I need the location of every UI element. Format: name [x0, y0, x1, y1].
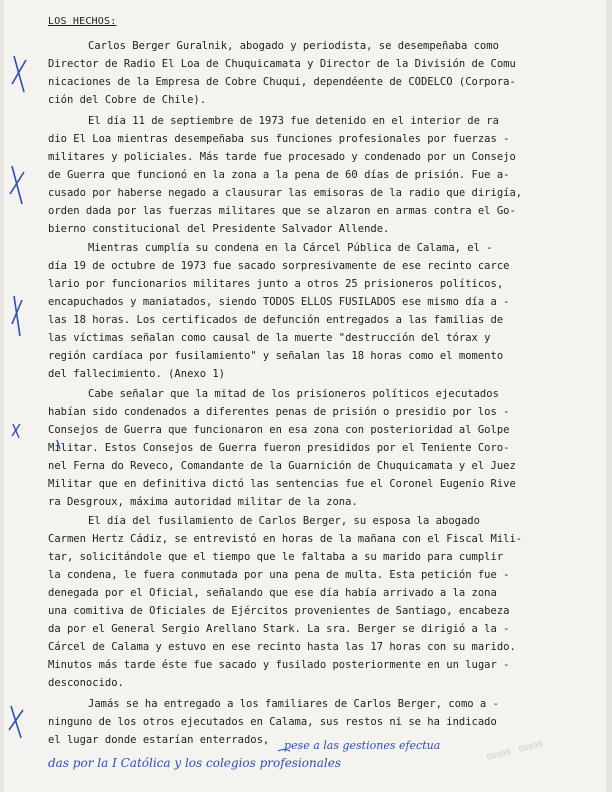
text-line: del fallecimiento. (Anexo 1) — [48, 368, 226, 380]
check-mark-icon — [10, 166, 24, 204]
text-line: Militar. Estos Consejos de Guerra fueron presididos por el Teniente Coro- — [48, 442, 510, 454]
check-mark-icon — [12, 56, 26, 92]
text-line: nicaciones de la Empresa de Cobre Chuqui, dependéente de CODELCO (Corpora- — [48, 76, 516, 88]
text-line: día 19 de octubre de 1973 fue sacado sorpresivamente de ese recinto carce — [48, 260, 510, 272]
margin-annotations — [0, 0, 60, 792]
check-mark-icon — [9, 706, 23, 738]
text-line: El día 11 de septiembre de 1973 fue detenido en el interior de ra — [88, 115, 499, 127]
text-line: ninguno de los otros ejecutados en Calama, sus restos ni se ha indicado — [48, 716, 497, 728]
text-line: Mientras cumplía su condena en la Cárcel Pública de Calama, el - — [88, 242, 493, 254]
text-line: nel Ferna do Reveco, Comandante de la Guarnición de Chuquicamata y el Juez — [48, 460, 516, 472]
text-line: Carlos Berger Guralnik, abogado y periodista, se desempeñaba como — [88, 40, 499, 52]
check-mark-icon — [12, 424, 20, 438]
text-line: El día del fusilamiento de Carlos Berger, su esposa la abogado — [88, 515, 480, 527]
text-line: dio El Loa mientras desempeñaba sus funciones profesionales por fuerzas - — [48, 133, 510, 145]
text-line: las víctimas señalan como causal de la muerte "destrucción del tórax y — [48, 332, 491, 344]
text-line: bierno constitucional del Presidente Salvador Allende. — [48, 223, 390, 235]
handwritten-note-line: pese a las gestiones efectua — [284, 739, 441, 752]
text-line: orden dada por las fuerzas militares que se alzaron en armas contra el Go- — [48, 205, 516, 217]
text-line: Militar que en definitiva dictó las sentencias fue el Coronel Eugenio Rive — [48, 478, 516, 490]
text-line: de Guerra que funcionó en la zona a la pena de 60 días de prisión. Fue a- — [48, 169, 510, 181]
text-line: habían sido condenados a diferentes penas de prisión o presidio por los - — [48, 406, 510, 418]
section-heading: LOS HECHOS: — [48, 16, 117, 27]
text-line: cusado por haberse negado a clausurar las emisoras de la radio que dirigía, — [48, 187, 523, 199]
text-line: la condena, le fuera conmutada por una pena de multa. Esta petición fue - — [48, 569, 510, 581]
handwritten-note-line: das por la I Católica y los colegios profesionales — [48, 756, 341, 770]
check-mark-icon — [12, 296, 22, 336]
text-line: Cabe señalar que la mitad de los prisioneros políticos ejecutados — [88, 388, 499, 400]
text-line: Cárcel de Calama y estuvo en ese recinto hasta las 17 horas con su marido. — [48, 641, 516, 653]
text-line: ción del Cobre de Chile). — [48, 94, 207, 106]
text-line: militares y policiales. Más tarde fue procesado y condenado por un Consejo — [48, 151, 516, 163]
watermark-stamp: 00006 · 00006 — [486, 740, 544, 762]
text-line: encapuchados y maniatados, siendo TODOS ELLOS FUSILADOS ese mismo día a - — [48, 296, 510, 308]
page-edge-right — [606, 0, 612, 792]
text-line: las 18 horas. Los certificados de defunción entregados a las familias de — [48, 314, 504, 326]
text-line: denegada por el Oficial, señalando que ese día había arrivado a la zona — [48, 587, 497, 599]
text-line: ra Desgroux, máxima autoridad militar de la zona. — [48, 496, 358, 508]
text-line: da por el General Sergio Arellano Stark. La sra. Berger se dirigió a la - — [48, 623, 510, 635]
text-line: el lugar donde estarían enterrados, — [48, 734, 270, 746]
text-line: Carmen Hertz Cádiz, se entrevistó en horas de la mañana con el Fiscal Mili- — [48, 533, 523, 545]
text-line: región cardíaca por fusilamiento" y señalan las 18 horas como el momento — [48, 350, 504, 362]
ink-stroke — [57, 440, 60, 449]
text-line: Consejos de Guerra que funcionaron en esa zona con posterioridad al Golpe — [48, 424, 510, 436]
text-line: Director de Radio El Loa de Chuquicamata y Director de la División de Comu — [48, 58, 516, 70]
text-line: tar, solicitándole que el tiempo que le faltaba a su marido para cumplir — [48, 551, 504, 563]
text-line: una comitiva de Oficiales de Ejércitos provenientes de Santiago, encabeza — [48, 605, 510, 617]
text-line: lario por funcionarios militares junto a otros 25 prisioneros políticos, — [48, 278, 504, 290]
text-line: Minutos más tarde éste fue sacado y fusilado posteriormente en un lugar - — [48, 659, 510, 671]
text-line: desconocido. — [48, 677, 124, 689]
text-line: Jamás se ha entregado a los familiares de Carlos Berger, como a - — [88, 698, 499, 710]
